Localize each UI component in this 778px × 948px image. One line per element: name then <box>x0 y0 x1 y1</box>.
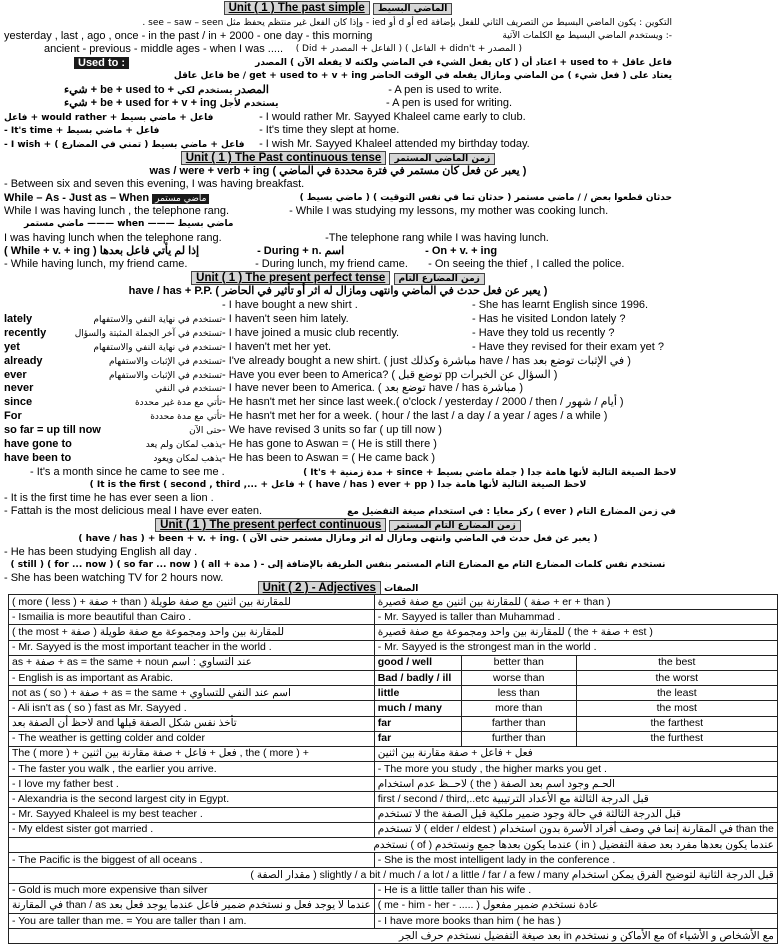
table-cell-left: - The Pacific is the biggest of all oceans . <box>9 853 375 868</box>
adjectives-row <box>9 762 778 777</box>
table-cell-left: as + صفة + as = the same + noun عند التساوي : اسم <box>9 655 375 670</box>
adjectives-row <box>9 731 778 746</box>
used-to-row-1: Used to : اعتاد أن ( كان يفعل الشيء في الماضي ولكنه لا يفعله الآن ) المصدر + used to + فاعل عاقل <box>4 57 672 69</box>
keyword-note: تستخدم في الإثبات والاستفهام <box>108 370 222 381</box>
first-time-form: ( It is the first ( second , third ,... + فاعل + ( have / has ) ever + pp ) لاحظ الصيغة التالية لأنها هامة جدا <box>89 480 587 490</box>
example-sentence: - I've already bought a new shirt. ( just مباشرة وكذلك have / has في الإثبات توضع بعد ) <box>222 354 631 367</box>
rather-row-3: - I wish + فاعل + ماضي بسيط ( تمني في المضارع ) - I wish Mr. Sayyed Khaleel attended my birthday today. <box>4 138 530 150</box>
rather-row-2: - It's time + فاعل + ماضي بسيط - It's time they slept at home. <box>4 124 400 136</box>
keyword: have gone to <box>4 438 72 450</box>
example-sentence-right: - Have they told us recently ? <box>472 326 615 339</box>
keyword-note: تستخدم في نهاية النفي والاستفهام <box>93 342 222 353</box>
ppc-form: ( have / has ) + been + v. + ing. ( يعبر عن فعل حدث في الماضي وانتهى ومازال له اثر ومازال مستمر حتى الآن ) <box>78 534 598 544</box>
table-cell-right: للمقارنة بين اثنين مع صفة قصيرة ( صفة + er + than ) <box>374 595 777 610</box>
table-cell-left: - Ali isn't as ( so ) fast as Mr. Sayyed . <box>9 701 375 716</box>
present-perfect-row <box>4 424 672 437</box>
first-time-example: - It is the first time he has ever seen a lion . <box>4 492 214 504</box>
adjectives-row <box>9 716 778 731</box>
section-header-past-continuous: Unit ( 1 ) The Past continuous tense زمن الماضي المستمر <box>4 152 672 165</box>
adjectives-row <box>9 777 778 792</box>
while-forms-examples: - While having lunch, my friend came. - During lunch, my friend came. - On seeing the thief , I called the police. <box>4 258 625 270</box>
table-cell-left: - My eldest sister got married . <box>9 822 375 837</box>
adjectives-row <box>9 913 778 928</box>
table-cell-right: - Mr. Sayyed is taller than Muhammad . <box>374 610 777 625</box>
table-cell-full: ( مقدار الصفة ) slightly / a bit / much / a lot / a little / far / a few / many قبل الدرجة الثانية لتوضيح الفرق يمكن استخدام <box>9 868 778 883</box>
adjectives-row <box>9 686 778 701</box>
table-cell-superlative: the farthest <box>576 716 777 731</box>
present-perfect-row <box>4 452 672 465</box>
adjectives-row <box>9 883 778 898</box>
table-cell-left: not as ( so ) + صفة + as = the same + اسم عند النفي للتساوي <box>9 686 375 701</box>
table-cell-left: - Mr. Sayyed is the most important teacher in the world . <box>9 640 375 655</box>
table-cell-base: far <box>374 731 461 746</box>
keyword-note: تستخدم في نهاية النفي والاستفهام <box>93 314 222 325</box>
example-sentence-right: - She has learnt English since 1996. <box>472 299 649 311</box>
adjectives-row <box>9 640 778 655</box>
adjectives-table <box>8 594 778 944</box>
example-sentence: - I haven't met her yet. <box>222 340 332 353</box>
table-cell-left: - Alexandria is the second largest city in Egypt. <box>9 792 375 807</box>
table-cell-full: نستخدم ( of ) عندما يكون بعدها جمع ونستخدم ( in ) عندما يكون بعدها مفرد بعد صفة التفضيل <box>9 838 778 853</box>
table-cell-base: little <box>374 686 461 701</box>
table-cell-base: far <box>374 716 461 731</box>
table-cell-superlative: the furthest <box>576 731 777 746</box>
table-cell-base: good / well <box>374 655 461 670</box>
table-cell-right: - I have more books than him ( he has ) <box>374 913 777 928</box>
section-header-adjectives: Unit ( 2 ) - Adjectives الصفات <box>4 582 672 595</box>
keyword: For <box>4 410 22 423</box>
ppc-ex1: - He has been studying English all day . <box>4 546 198 558</box>
keyword: already <box>4 354 43 367</box>
table-cell-right: ( me - him - her - ..... ) عادة نستخدم ضمير مفعول <box>374 898 777 913</box>
table-cell-right: فعل + فاعل + صفة مقارنة بين اثنين <box>374 746 777 761</box>
table-cell-left: - The faster you walk , the earlier you arrive. <box>9 762 375 777</box>
adjectives-row <box>9 868 778 883</box>
table-cell-right: - The more you study , the higher marks you get . <box>374 762 777 777</box>
table-cell-left: - English is as important as Arabic. <box>9 670 375 685</box>
keyword: ever <box>4 368 27 381</box>
table-cell-left: - The weather is getting colder and colder <box>9 731 375 746</box>
rather-row-1: فاعل + would rather + فاعل + ماضي بسيط - I would rather Mr. Sayyed Khaleel came early to club. <box>4 111 526 123</box>
table-cell-superlative: the best <box>576 655 777 670</box>
table-cell-right: - He is a little taller than his wife . <box>374 883 777 898</box>
adjectives-row <box>9 838 778 853</box>
present-perfect-row <box>4 327 672 340</box>
section-header-present-perfect-continuous: Unit ( 1 ) The present perfect continuous زمن المضارع التام المستمر <box>4 519 672 532</box>
present-perfect-row <box>4 355 672 368</box>
table-cell-left: - Mr. Sayyed Khaleel is my best teacher . <box>9 807 375 822</box>
adjectives-row <box>9 595 778 610</box>
example-sentence: - Have you ever been to America? ( توضع قبل pp السؤال عن الخبرات ) <box>222 368 558 381</box>
table-cell-left: لاحظ أن الصفة بعد and تأخذ نفس شكل الصفة قبلها <box>9 716 375 731</box>
table-cell-comparative: better than <box>461 655 576 670</box>
present-perfect-row <box>4 382 672 395</box>
table-cell-right: لاحــظ عدم استخدام ( the ) الحـم وجود اسم بعد الصفة <box>374 777 777 792</box>
table-cell-left: - You are taller than me. = You are taller than I am. <box>9 913 375 928</box>
present-perfect-form: have / has + P.P. ( يعبر عن فعل حدث في الماضي وانتهى ومازال له اثر أو تأثير في الحاضر ) <box>128 285 548 297</box>
table-cell-right: - She is the most intelligent lady in the conference . <box>374 853 777 868</box>
table-cell-comparative: less than <box>461 686 576 701</box>
keyword-note: تستخدم في آخر الجملة المثبتة والسؤال <box>74 328 222 339</box>
adjectives-row <box>9 610 778 625</box>
keyword-note: يذهب لمكان ويعود <box>153 453 222 464</box>
example-sentence: - He has been to Aswan = ( He came back ) <box>222 451 436 464</box>
table-cell-comparative: further than <box>461 731 576 746</box>
section-header-present-perfect: Unit ( 1 ) The present perfect tense زمن المضارع التام <box>4 272 672 285</box>
example-sentence: - I have bought a new shirt . <box>222 299 358 311</box>
table-cell-left: - Gold is much more expensive than silver <box>9 883 375 898</box>
table-cell-comparative: more than <box>461 701 576 716</box>
section-header-past-simple: Unit ( 1 ) The past simple الماضي البسيط <box>4 2 672 15</box>
while-row: While – As - Just as – When ماضي مستمر ( ماضي بسيط ) حدثان قطعوا بعض / / ماضي مستمر ( حدثان تما في نفس التوقيت ) <box>4 192 672 204</box>
example-sentence: - He hasn't met her since last week.( o'clock / yesterday / 2000 / then / أيام / شهور ) <box>222 396 624 409</box>
example-sentence: - He has gone to Aswan = ( He is still there ) <box>222 438 437 450</box>
present-perfect-row <box>4 410 672 423</box>
keyword-note: تستخدم في الإثبات والاستفهام <box>108 356 222 367</box>
used-to-label: Used to : <box>74 57 129 69</box>
table-cell-right: لا تستخدم ( elder / eldest ) في المقارنة إنما في وصف أفراد الأسرة بدون استخدام than the <box>374 822 777 837</box>
table-cell-comparative: worse than <box>461 670 576 685</box>
past-simple-used-with-row: yesterday , last , ago , once - in the past / in + 2000 - one day - this morning ويستخدم الماضي البسيط مع الكلمات الآتية :- <box>4 30 672 42</box>
adjectives-row <box>9 929 778 944</box>
keyword: yet <box>4 340 20 353</box>
table-cell-superlative: the most <box>576 701 777 716</box>
adjectives-row <box>9 807 778 822</box>
adjectives-row <box>9 655 778 670</box>
present-perfect-row <box>4 396 672 409</box>
keyword: recently <box>4 326 47 339</box>
adjectives-row <box>9 670 778 685</box>
adjectives-row <box>9 746 778 761</box>
table-cell-right: - Mr. Sayyed is the strongest man in the world . <box>374 640 777 655</box>
adjectives-row <box>9 822 778 837</box>
past-continuous-form: was / were + verb + ing ( يعبر عن فعل كان مستمر في فترة محددة في الماضي ) <box>149 165 527 177</box>
ppc-words: ( still ) ( for ... now ) ( so far ... now ) ( all + مدة ) - نستخدم نفس كلمات المضارع التام مع المضارع التام المستمر بنفس الطريقة بالإضافة إلى <box>10 560 666 570</box>
keyword-note: تأتي مع مدة محددة <box>150 412 222 423</box>
month-row: - It's a month since he came to see me . ( It's + مدة زمنية + since + جملة ماضي بسيط ) لاحظ الصيغة التالية لأنها هامة جدا <box>30 466 677 478</box>
keyword: never <box>4 382 34 395</box>
example-sentence: - I have never been to America. ( توضع بعد have / has مباشرة ) <box>222 382 524 395</box>
table-cell-base: Bad / badly / ill <box>374 670 461 685</box>
keyword: so far = up till now <box>4 424 101 437</box>
adjectives-row <box>9 898 778 913</box>
example-sentence: - I haven't seen him lately. <box>222 312 349 325</box>
used-to-row-4: شيء + be + used for + v + ing يستخدم لأجل - A pen is used for writing. <box>64 97 512 109</box>
keyword: since <box>4 396 33 409</box>
past-simple-formation: التكوين : يكون الماضي البسيط من التصريف الثاني للفعل بإضافة ed أو d أو ied - وإذا كان الفعل غير منتظم يحفظ مثل see – saw – seen . <box>142 18 672 28</box>
fattah-row: - Fattah is the most delicious meal I have ever eaten. ركز معايا : في استخدام صيغة التفضيل مع ( ever ) في زمن المضارع التام <box>4 505 676 517</box>
when-line: ماضي مستمر ——— when ——— ماضي بسيط <box>24 219 234 229</box>
keyword-note: تأتي مع مدة غير محددة <box>134 398 222 409</box>
present-perfect-row <box>4 341 672 354</box>
keyword: have been to <box>4 451 72 464</box>
table-cell-left: ( more ( less ) + صفة + than ) للمقارنة بين اثنين مع صفة طويلة <box>9 595 375 610</box>
example-sentence: - He hasn't met her for a week. ( hour / the last / a day / a year / ages / a while ) <box>222 410 608 423</box>
present-perfect-row <box>4 299 672 311</box>
present-perfect-row <box>4 369 672 382</box>
adjectives-row <box>9 701 778 716</box>
adjectives-row <box>9 853 778 868</box>
used-to-row-2: يعتاد على ( فعل شيء ) من الماضي ومازال يفعله في الوقت الحاضر be / get + used to + v + ing فاعل عاقل <box>173 71 672 81</box>
keyword-note: يذهب لمكان ولم يعد <box>145 440 222 450</box>
table-cell-superlative: the least <box>576 686 777 701</box>
past-simple-ancient-row: ancient - previous - middle ages - when I was ..... ( Did + الفاعل + المصدر ) ( الفاعل + didn't + المصدر ) <box>44 43 522 55</box>
table-cell-right: لا تستخدم the قبل الدرجة الثالثة في حالة وجود ضمير ملكية قبل الصفة <box>374 807 777 822</box>
table-cell-superlative: the worst <box>576 670 777 685</box>
ppc-ex2: - She has been watching TV for 2 hours now. <box>4 572 224 584</box>
table-cell-left: - Ismailia is more beautiful than Cairo . <box>9 610 375 625</box>
table-cell-left: The ( more ) + فعل + فاعل + صفة مقارنة بين اثنين , the ( more ) + <box>9 746 375 761</box>
keyword-note: حتى الآن <box>189 426 222 437</box>
example-sentence-right: - Has he visited London lately ? <box>472 312 626 325</box>
table-cell-right: first / second / third,..etc قبل الدرجة الثالثة مع الأعداد الترتيبية <box>374 792 777 807</box>
while-forms-row: ( While + v. + ing ) إذا لم يأتي فاعل بعدها - During + n. اسم - On + v. + ing <box>4 245 498 257</box>
adjectives-row <box>9 625 778 640</box>
table-cell-base: much / many <box>374 701 461 716</box>
table-cell-full: بعد صيغة التفضيل نستخدم حرف الجر in مع الأماكن و نستخدم of مع الأشخاص و الأشياء <box>9 929 778 944</box>
example-sentence: - We have revised 3 units so far ( up till now ) <box>222 424 442 437</box>
example-sentence: - I have joined a music club recently. <box>222 326 400 339</box>
present-perfect-row <box>4 313 672 326</box>
adjectives-row <box>9 792 778 807</box>
table-cell-left: في المقارنة than / as عندما لا يوجد فعل و نستخدم ضمير فاعل عندما يوجد فعل بعد <box>9 898 375 913</box>
while-examples-row: While I was having lunch , the telephone rang. - While I was studying my lessons, my mother was cooking lunch. <box>4 205 609 217</box>
keyword-note: تستخدم في النفي <box>155 384 222 395</box>
used-to-row-3: شيء + be + used to + المصدر يستخدم لكي - A pen is used to write. <box>64 84 502 96</box>
table-cell-comparative: farther than <box>461 716 576 731</box>
past-continuous-ex1: - Between six and seven this evening, I was having breakfast. <box>4 178 305 190</box>
table-cell-left: - I love my father best . <box>9 777 375 792</box>
table-cell-left: ( the most + صفة ) للمقارنة بين واحد ومجموعة مع صفة طويلة <box>9 625 375 640</box>
when-examples-row: I was having lunch when the telephone rang. -The telephone rang while I was having lunch. <box>4 232 549 244</box>
table-cell-right: للمقارنة بين واحد ومجموعة مع صفة قصيرة ( the + صفة + est ) <box>374 625 777 640</box>
example-sentence-right: - Have they revised for their exam yet ? <box>472 340 664 353</box>
present-perfect-row <box>4 438 672 451</box>
keyword: lately <box>4 312 33 325</box>
